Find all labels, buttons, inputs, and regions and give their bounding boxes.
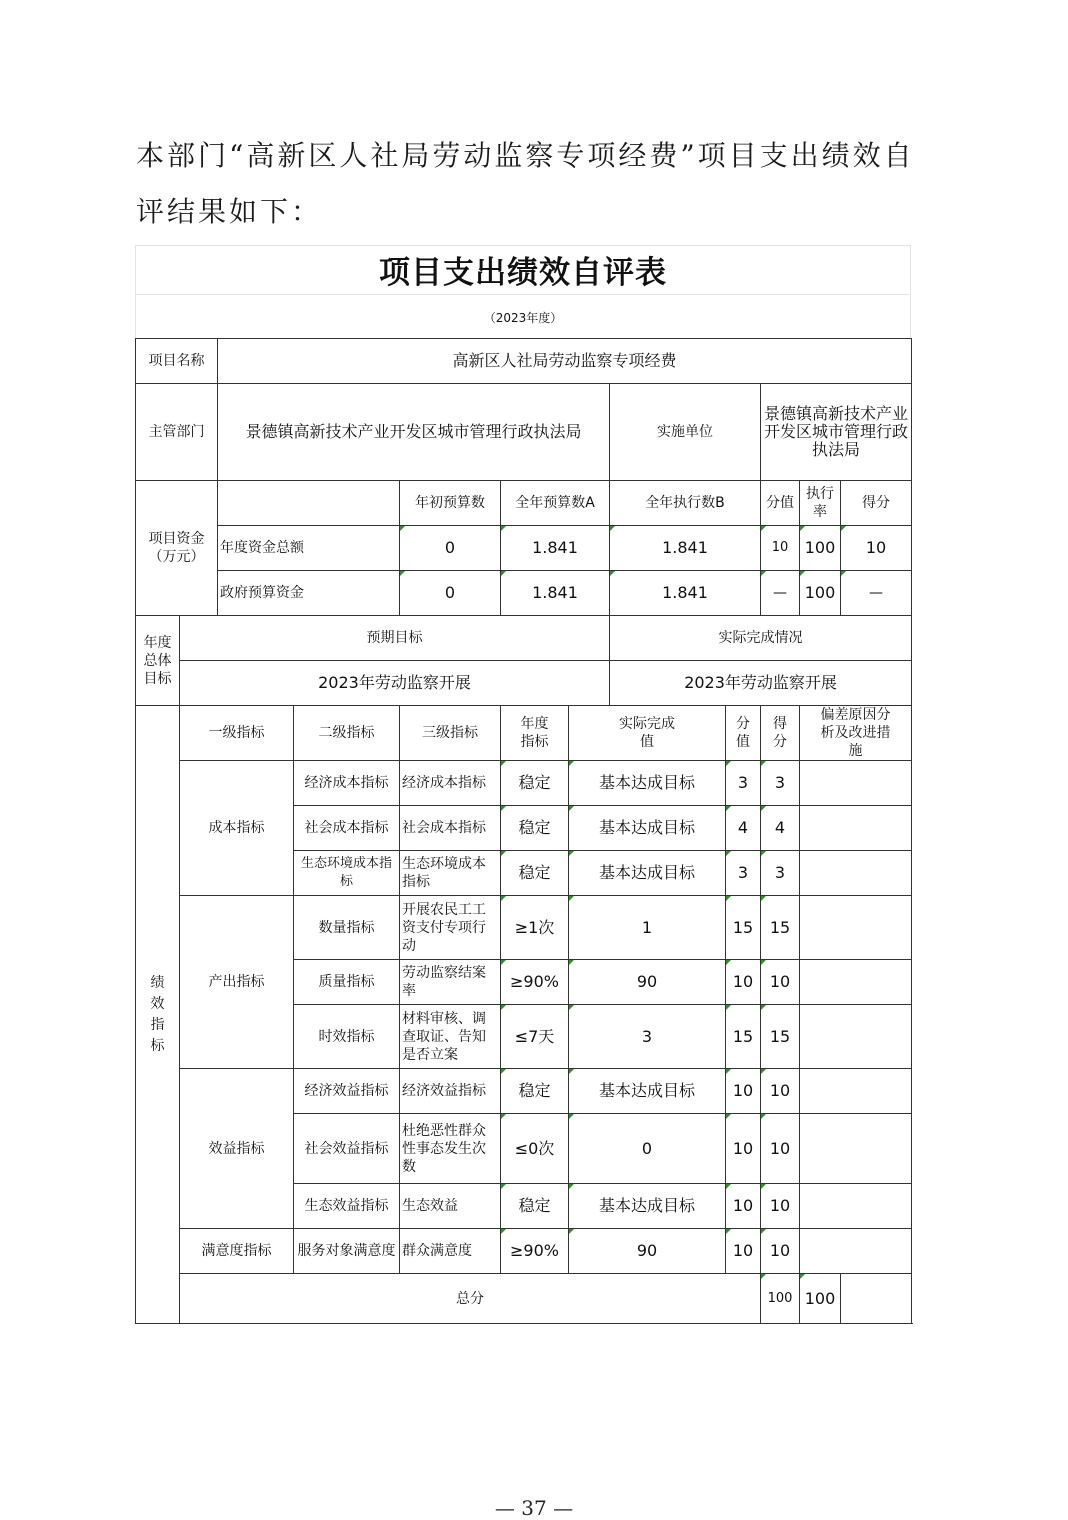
goal-actual: 2023年劳动监察开展 (610, 661, 912, 706)
perf-header: 年度指标 (501, 706, 569, 761)
table-row: 满意度指标 服务对象满意度 群众满意度 ≥90% 90 10 10 (136, 1229, 912, 1274)
table-row: 时效指标 材料审核、调查取证、告知是否立案 ≤7天 3 15 15 (136, 1005, 912, 1069)
dept-label: 主管部门 (136, 384, 218, 481)
perf-header: 偏差原因分析及改进措施 (800, 706, 912, 761)
funds-header: 全年预算数A (501, 481, 610, 526)
perf-label: 绩效指标 (136, 706, 180, 1324)
dept-value: 景德镇高新技术产业开发区城市管理行政执法局 (218, 384, 610, 481)
goal-expected-label: 预期目标 (180, 616, 610, 661)
funds-row: 政府预算资金 0 1.841 1.841 — 100 — (136, 571, 912, 616)
impl-label: 实施单位 (610, 384, 761, 481)
funds-header: 执行率 (800, 481, 841, 526)
funds-header: 全年执行数B (610, 481, 761, 526)
goal-actual-label: 实际完成情况 (610, 616, 912, 661)
perf-header: 得分 (761, 706, 800, 761)
perf-header: 实际完成值 (569, 706, 726, 761)
table-row: 质量指标 劳动监察结案率 ≥90% 90 10 10 (136, 960, 912, 1005)
funds-row: 年度资金总额 0 1.841 1.841 10 100 10 (136, 526, 912, 571)
funds-header: 得分 (841, 481, 912, 526)
table-title: 项目支出绩效自评表 (135, 245, 911, 294)
funds-header: 年初预算数 (400, 481, 501, 526)
table-row: 效益指标 经济效益指标 经济效益指标 稳定 基本达成目标 10 10 (136, 1069, 912, 1114)
total-value: 100 (761, 1274, 800, 1324)
total-score: 100 (800, 1274, 841, 1324)
funds-label: 项目资金（万元） (136, 481, 218, 616)
perf-header: 二级指标 (294, 706, 400, 761)
perf-header: 分值 (726, 706, 761, 761)
project-name-label: 项目名称 (136, 339, 218, 384)
goal-label: 年度总体目标 (136, 616, 180, 706)
table-row: 成本指标 经济成本指标 经济成本指标 稳定 基本达成目标 3 3 (136, 761, 912, 806)
table-row: 社会效益指标 杜绝恶性群众性事态发生次数 ≤0次 0 10 10 (136, 1114, 912, 1184)
goal-expected: 2023年劳动监察开展 (180, 661, 610, 706)
impl-value: 景德镇高新技术产业开发区城市管理行政执法局 (761, 384, 912, 481)
table-row: 社会成本指标 社会成本指标 稳定 基本达成目标 4 4 (136, 806, 912, 851)
table-row: 生态效益指标 生态效益 稳定 基本达成目标 10 10 (136, 1184, 912, 1229)
total-label: 总分 (180, 1274, 761, 1324)
perf-header: 一级指标 (180, 706, 294, 761)
table-row: 产出指标 数量指标 开展农民工工资支付专项行动 ≥1次 1 15 15 (136, 896, 912, 960)
performance-table (135, 245, 911, 1324)
page-number: — 37 — (494, 1496, 574, 1520)
table-year: （2023年度） (135, 294, 911, 338)
total-row (136, 1274, 912, 1324)
perf-header: 三级指标 (400, 706, 501, 761)
table-row: 生态环境成本指标 生态环境成本指标 稳定 基本达成目标 3 3 (136, 851, 912, 896)
project-name: 高新区人社局劳动监察专项经费 (218, 339, 912, 384)
funds-header: 分值 (761, 481, 800, 526)
intro-paragraph: 本部门“高新区人社局劳动监察专项经费”项目支出绩效自评结果如下： (136, 139, 915, 228)
